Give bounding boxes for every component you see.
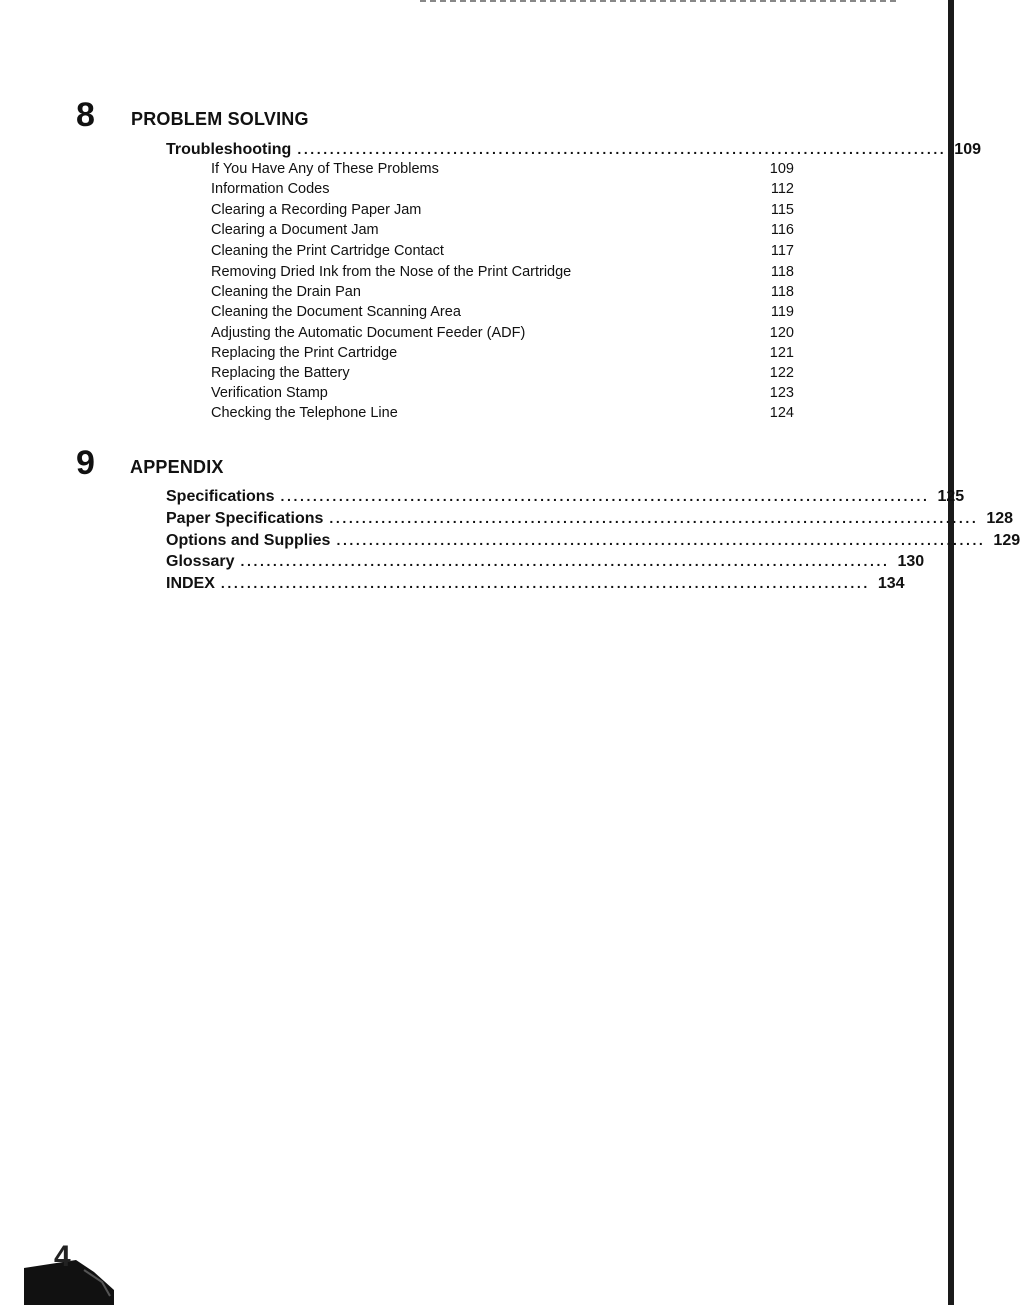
toc-subentry-page: 109 <box>769 161 794 177</box>
toc-entry-page: 109 <box>954 141 981 158</box>
toc-subentry-page: 118 <box>770 264 794 280</box>
toc-subentry-label: If You Have Any of These Problems <box>211 161 439 177</box>
toc-subentry[interactable] <box>211 283 796 301</box>
toc-subentry-label: Removing Dried Ink from the Nose of the Print Cartridge <box>211 264 572 280</box>
toc-subentry[interactable] <box>211 242 796 260</box>
toc-entry-page: 129 <box>993 532 1020 549</box>
toc-subentry[interactable] <box>211 221 796 239</box>
toc-subentry-page: 120 <box>769 325 794 341</box>
leader-dots: .................................................................................................... <box>280 488 930 504</box>
toc-subentry-label: Clearing a Document Jam <box>211 222 379 238</box>
toc-entry-label: Troubleshooting <box>166 141 292 158</box>
toc-entry-page: 130 <box>897 553 925 570</box>
toc-subentry-label: Cleaning the Document Scanning Area <box>211 304 461 320</box>
scan-top-line <box>420 0 900 2</box>
toc-subentry-label: Replacing the Print Cartridge <box>211 345 398 361</box>
chapter-title: PROBLEM SOLVING <box>131 109 309 129</box>
toc-entry-label: Specifications <box>166 488 275 505</box>
toc-subentry-label: Clearing a Recording Paper Jam <box>211 202 422 218</box>
toc-subentry[interactable] <box>211 384 796 402</box>
toc-entry-page: 125 <box>937 488 965 505</box>
leader-dots: .................................................................................................... <box>297 141 947 157</box>
toc-entry-label: Glossary <box>166 553 235 570</box>
chapter-number: 9 <box>76 444 95 482</box>
toc-subentry-page: 117 <box>770 243 794 259</box>
toc-entry-glossary[interactable] <box>166 551 925 572</box>
toc-subentry-page: 119 <box>770 304 794 320</box>
toc-subentry-page: 115 <box>770 202 794 218</box>
toc-subentry-page: 118 <box>770 284 794 300</box>
toc-entry-index[interactable] <box>166 573 905 594</box>
leader-dots: .................................................................................................... <box>336 532 986 548</box>
toc-subentry-label: Adjusting the Automatic Document Feeder (ADF) <box>211 325 526 341</box>
toc-subentry[interactable] <box>211 364 796 382</box>
toc-subentry[interactable] <box>211 404 796 422</box>
toc-subentry-label: Information Codes <box>211 181 330 197</box>
toc-subentry[interactable] <box>211 344 796 362</box>
leader-dots: .................................................................................................... <box>329 510 979 526</box>
toc-subentry-page: 116 <box>770 222 794 238</box>
toc-entry-options-and-supplies[interactable] <box>166 530 1020 551</box>
toc-subentry-page: 121 <box>769 345 794 361</box>
leader-dots: .................................................................................................... <box>240 553 890 569</box>
toc-subentry-page: 122 <box>769 365 794 381</box>
toc-entry-label: INDEX <box>166 575 215 592</box>
toc-subentry[interactable] <box>211 263 796 281</box>
toc-subentry[interactable] <box>211 324 796 342</box>
toc-subentry[interactable] <box>211 201 796 219</box>
toc-subentry-page: 112 <box>770 181 794 197</box>
chapter-title: APPENDIX <box>130 457 224 477</box>
toc-subentry[interactable] <box>211 160 796 178</box>
toc-entry-paper-specifications[interactable] <box>166 508 1014 529</box>
toc-entry-troubleshooting[interactable] <box>166 139 981 160</box>
toc-entry-label: Paper Specifications <box>166 510 324 527</box>
toc-subentry-page: 124 <box>769 405 794 421</box>
scan-page-edge <box>948 0 954 1305</box>
toc-subentry-label: Verification Stamp <box>211 385 328 401</box>
toc-subentry-label: Cleaning the Drain Pan <box>211 284 361 300</box>
toc-entry-label: Options and Supplies <box>166 532 331 549</box>
toc-subentry-label: Replacing the Battery <box>211 365 350 381</box>
leader-dots: .................................................................................................... <box>220 575 870 591</box>
toc-entry-page: 128 <box>986 510 1014 527</box>
toc-subentry-label: Checking the Telephone Line <box>211 405 398 421</box>
chapter-number: 8 <box>76 96 95 134</box>
toc-entry-specifications[interactable] <box>166 486 965 507</box>
toc-subentry[interactable] <box>211 303 796 321</box>
page-number: 4 <box>54 1240 71 1273</box>
toc-subentry-page: 123 <box>769 385 794 401</box>
toc-entry-page: 134 <box>877 575 905 592</box>
toc-subentry[interactable] <box>211 180 796 198</box>
toc-subentry-label: Cleaning the Print Cartridge Contact <box>211 243 444 259</box>
